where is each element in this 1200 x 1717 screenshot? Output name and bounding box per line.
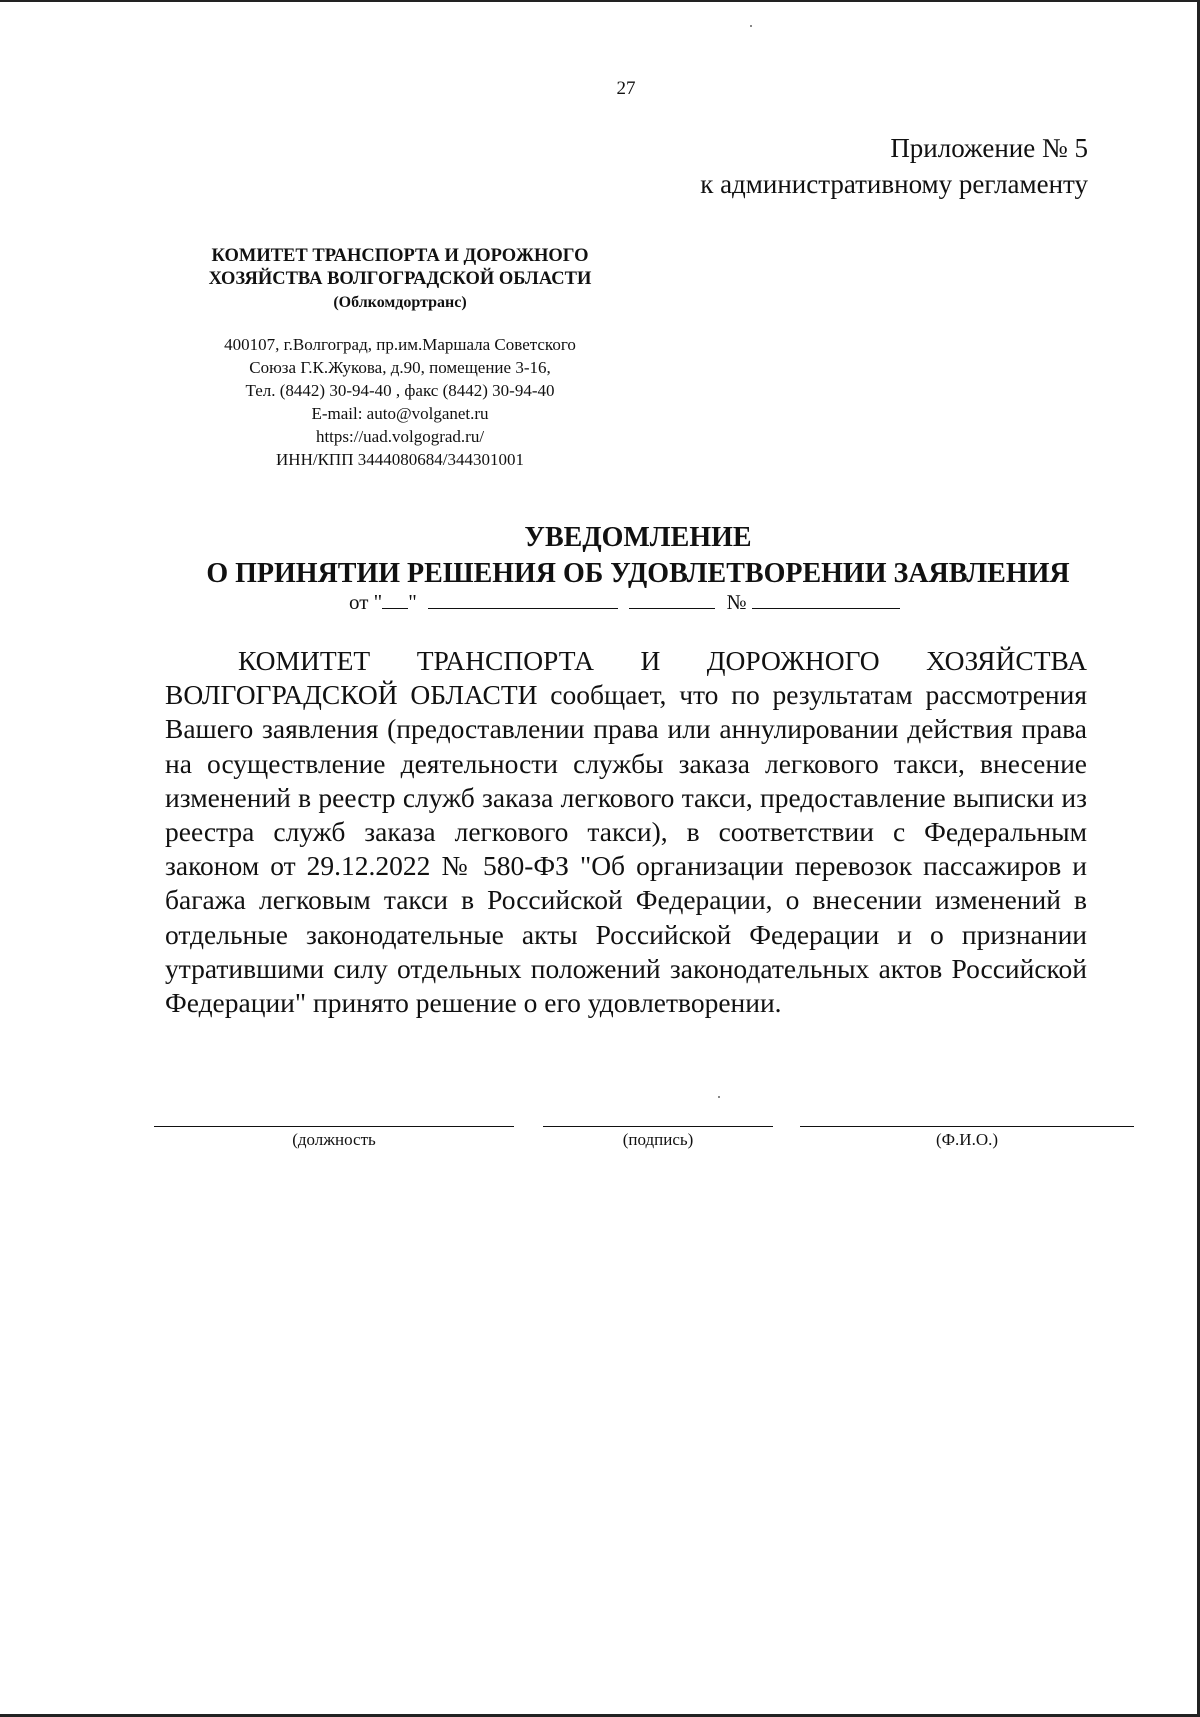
org-address — [160, 333, 640, 471]
address-line: 400107, г.Волгоград, пр.им.Маршала Советского — [224, 335, 576, 354]
scan-speck — [750, 25, 752, 27]
month-blank — [428, 588, 618, 609]
document-title — [0, 520, 1200, 592]
org-short-name: (Облкомдортранс) — [333, 294, 467, 311]
position-label: (должность — [292, 1130, 376, 1149]
date-number-line — [349, 588, 900, 616]
date-prefix: от " — [349, 590, 383, 614]
appendix-reference — [700, 130, 1088, 202]
full-name-line — [800, 1126, 1134, 1127]
page-number: 27 — [616, 78, 636, 99]
scan-speck — [718, 1096, 720, 1098]
year-blank — [629, 588, 715, 609]
date-quote-close: " — [408, 590, 417, 614]
inn-kpp-line: ИНН/КПП 3444080684/344301001 — [276, 450, 524, 469]
day-blank — [382, 588, 408, 609]
address-line: Союза Г.К.Жукова, д.90, помещение 3-16, — [249, 358, 551, 377]
email-line: E-mail: auto@volganet.ru — [311, 404, 489, 423]
appendix-regulation: к административному регламенту — [700, 169, 1088, 199]
website-line: https://uad.volgograd.ru/ — [315, 427, 485, 446]
number-sign: № — [726, 590, 747, 614]
appendix-number: Приложение № 5 — [890, 133, 1088, 163]
org-name-line-1: КОМИТЕТ ТРАНСПОРТА И ДОРОЖНОГО — [211, 246, 589, 266]
phone-line: Тел. (8442) 30-94-40 , факс (8442) 30-94-40 — [245, 381, 555, 400]
full-name-label: (Ф.И.О.) — [935, 1130, 999, 1149]
title-line-1: УВЕДОМЛЕНИЕ — [524, 522, 752, 553]
number-blank — [752, 588, 900, 609]
title-line-2: О ПРИНЯТИИ РЕШЕНИЯ ОБ УДОВЛЕТВОРЕНИИ ЗАЯВЛЕНИЯ — [206, 558, 1070, 589]
org-name-line-2: ХОЗЯЙСТВА ВОЛГОГРАДСКОЙ ОБЛАСТИ — [208, 269, 592, 289]
position-line — [154, 1126, 514, 1127]
notification-body: КОМИТЕТ ТРАНСПОРТА И ДОРОЖНОГО ХОЗЯЙСТВА ВОЛГОГРАДСКОЙ ОБЛАСТИ сообщает, что по результатам рассмотрения Вашего заявления (предоставлении права или аннулировании действия права на осуществление деятельности службы заказа легкового такси, внесение изменений в реестр служб заказа легкового такси, предоставление выписки из реестра служб заказа легкового такси), в соответствии с Федеральным законом от 29.12.2022 № 580-ФЗ "Об организации перевозок пассажиров и багажа легковым такси в Российской Федерации, о внесении изменений в отдельные законодательные акты Российской Федерации и о признании утратившими силу отдельных положений законодательных актов Российской Федерации" принято решение о его удовлетворении. — [165, 645, 1087, 1019]
organization-header — [160, 245, 640, 471]
signature-line — [543, 1126, 773, 1127]
signature-label: (подпись) — [622, 1130, 694, 1149]
